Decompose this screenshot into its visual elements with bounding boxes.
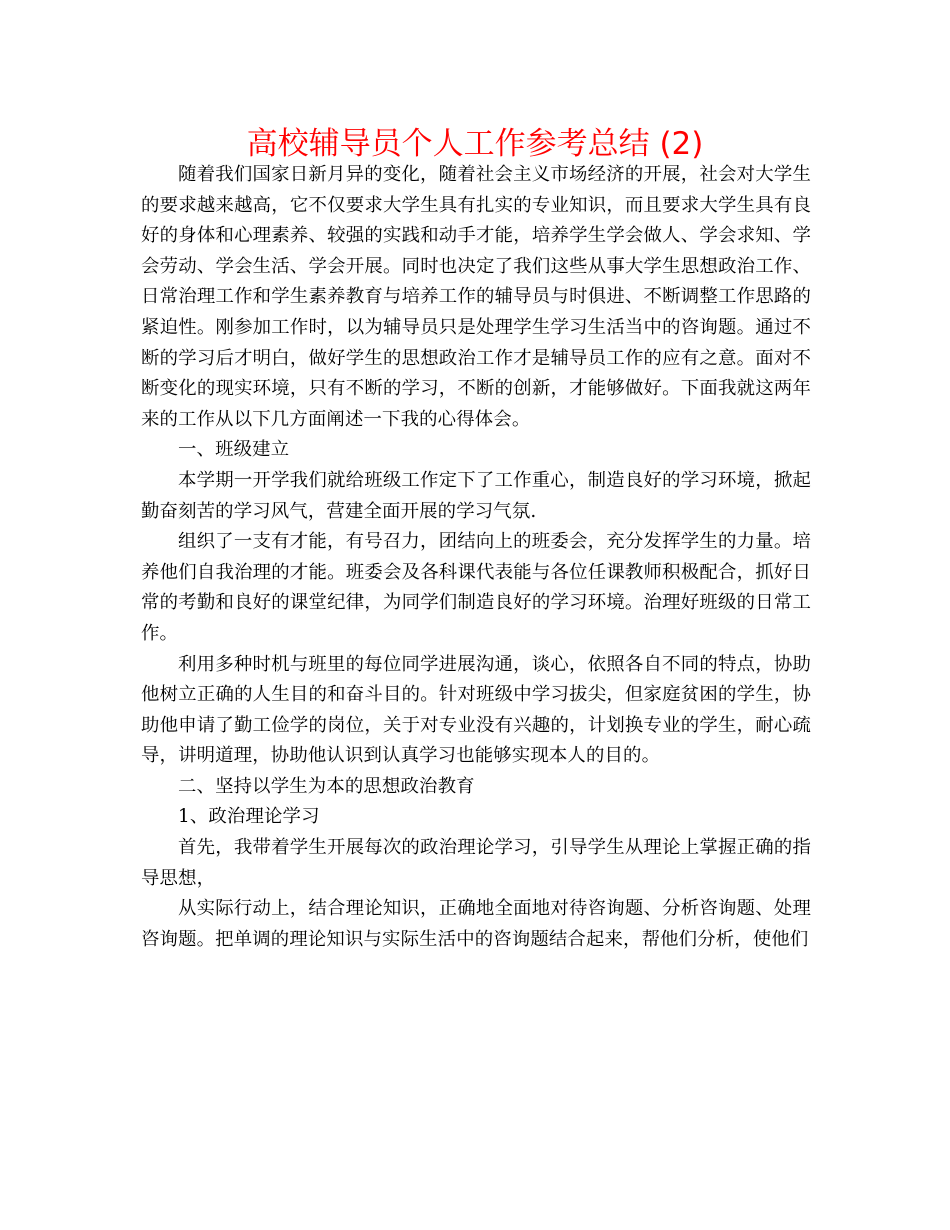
section-heading-political-education: 二、坚持以学生为本的思想政治教育 [178,775,475,797]
section-heading-class-building: 一、班级建立 [178,439,290,461]
paragraph-student-communication: 利用多种时机与班里的每位同学进展沟通，谈心，依照各自不同的特点，协助他树立正确的人生目的和奋斗目的。针对班级中学习拔尖，但家庭贫困的学生，协助他申请了勤工俭学的岗位，关于对专业没有兴趣的，计划换专业的学生，耐心疏导，讲明道理，协助他认识到认真学习也能够实现本人的目的。 [141,653,811,767]
paragraph-theory-study: 首先，我带着学生开展每次的政治理论学习，引导学生从理论上掌握正确的指导思想， [141,837,811,889]
document-title: 高校辅导员个人工作参考总结 (2) [246,126,704,162]
document-body [141,160,811,955]
paragraph-practice: 从实际行动上，结合理论知识，正确地全面地对待咨询题、分析咨询题、处理咨询题。把单调的理论知识与实际生活中的咨询题结合起来，帮他们分析，使他们 [141,898,811,950]
paragraph-class-focus: 本学期一开学我们就给班级工作定下了工作重心，制造良好的学习环境，掀起勤奋刻苦的学习风气，营建全面开展的学习气氛. [141,469,811,522]
paragraph-intro: 随着我们国家日新月异的变化，随着社会主义市场经济的开展，社会对大学生的要求越来越高，它不仅要求大学生具有扎实的专业知识，而且要求大学生具有良好的身体和心理素养、较强的实践和动手才能，培养学生学会做人、学会求知、学会劳动、学会生活、学会开展。同时也决定了我们这些从事大学生思想政治工作、日常治理工作和学生素养教育与培养工作的辅导员与时俱进、不断调整工作思路的紧迫性。刚参加工作时，以为辅导员只是处理学生学习生活当中的咨询题。通过不断的学习后才明白，做好学生的思想政治工作才是辅导员工作的应有之意。面对不断变化的现实环境，只有不断的学习，不断的创新，才能够做好。下面我就这两年来的工作从以下几方面阐述一下我的心得体会。 [141,164,811,430]
subsection-heading-theory-study: 1、政治理论学习 [178,806,320,828]
paragraph-class-committee: 组织了一支有才能，有号召力，团结向上的班委会，充分发挥学生的力量。培养他们自我治理的才能。班委会及各科课代表能与各位任课教师积极配合，抓好日常的考勤和良好的课堂纪律，为同学们制造良好的学习环境。治理好班级的日常工作。 [141,531,811,644]
